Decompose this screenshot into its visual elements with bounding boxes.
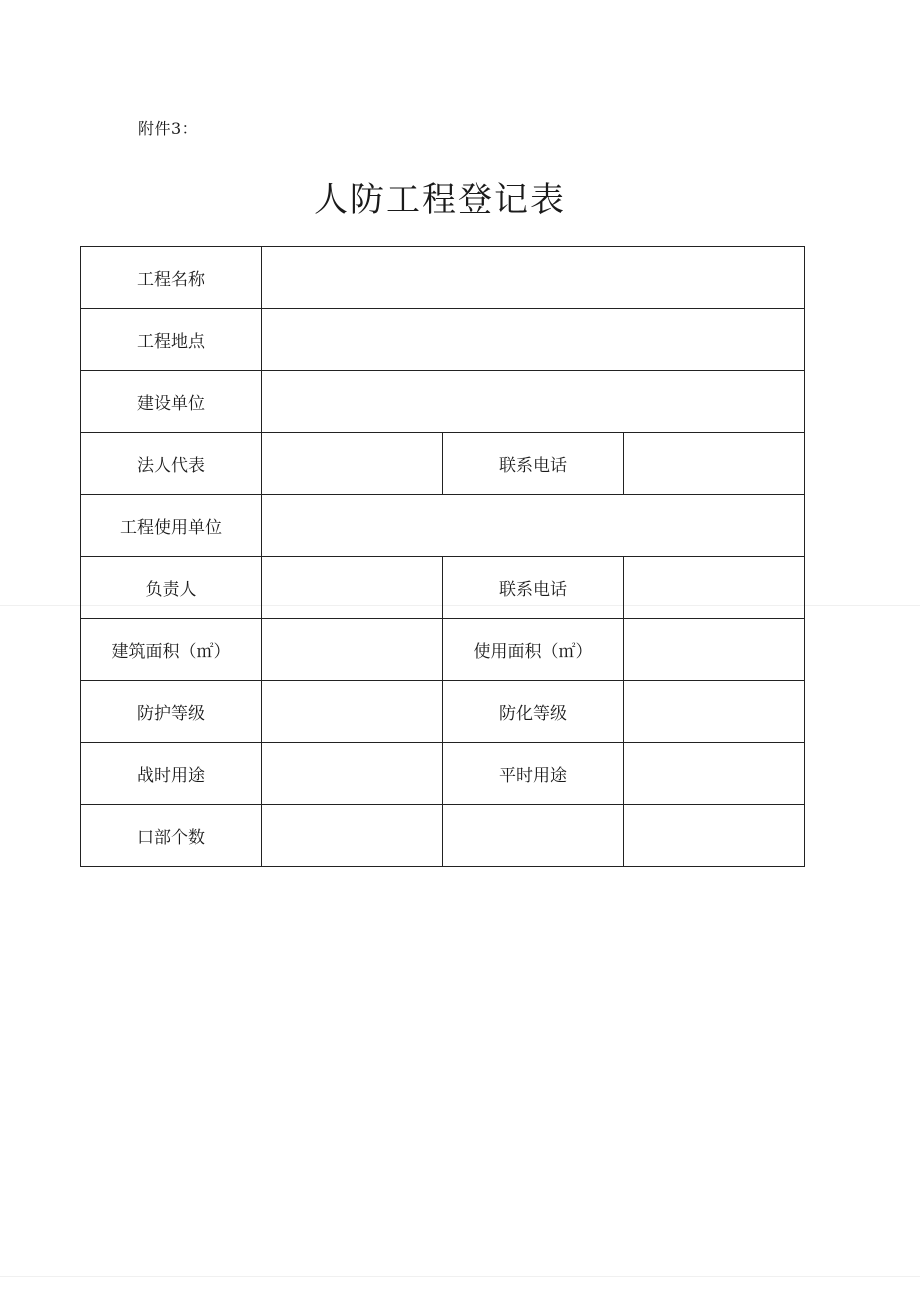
field-label: 工程名称 — [81, 247, 262, 309]
construction-unit-field[interactable] — [262, 371, 805, 433]
field-label: 联系电话 — [443, 433, 624, 495]
field-label: 工程使用单位 — [81, 495, 262, 557]
field-label: 防化等级 — [443, 681, 624, 743]
legal-representative-field[interactable] — [262, 433, 443, 495]
project-location-field[interactable] — [262, 309, 805, 371]
project-name-field[interactable] — [262, 247, 805, 309]
field-label: 建筑面积（㎡） — [81, 619, 262, 681]
scan-artifact-line — [0, 1276, 920, 1277]
field-label: 平时用途 — [443, 743, 624, 805]
field-label: 建设单位 — [81, 371, 262, 433]
attachment-label: 附件3： — [138, 119, 199, 138]
field-label: 使用面积（㎡） — [443, 619, 624, 681]
wartime-use-field[interactable] — [262, 743, 443, 805]
field-label: 联系电话 — [443, 557, 624, 619]
chemical-protection-level-field[interactable] — [624, 681, 805, 743]
contact-phone-field[interactable] — [624, 433, 805, 495]
registration-form-table — [80, 246, 805, 867]
table-row — [81, 619, 805, 681]
field-label: 工程地点 — [81, 309, 262, 371]
field-label: 防护等级 — [81, 681, 262, 743]
usable-area-field[interactable] — [624, 619, 805, 681]
table-row — [81, 743, 805, 805]
project-user-unit-field[interactable] — [262, 495, 805, 557]
field-label: 口部个数 — [81, 805, 262, 867]
table-row — [81, 681, 805, 743]
building-area-field[interactable] — [262, 619, 443, 681]
empty-field[interactable] — [624, 805, 805, 867]
empty-field[interactable] — [443, 805, 624, 867]
table-row — [81, 433, 805, 495]
field-label: 法人代表 — [81, 433, 262, 495]
contact-phone-field[interactable] — [624, 557, 805, 619]
protection-level-field[interactable] — [262, 681, 443, 743]
peacetime-use-field[interactable] — [624, 743, 805, 805]
entrance-count-field[interactable] — [262, 805, 443, 867]
table-row — [81, 805, 805, 867]
table-row — [81, 371, 805, 433]
table-row — [81, 557, 805, 619]
table-row — [81, 309, 805, 371]
person-in-charge-field[interactable] — [262, 557, 443, 619]
form-title: 人防工程登记表 — [314, 180, 566, 220]
table-row — [81, 247, 805, 309]
field-label: 战时用途 — [81, 743, 262, 805]
table-row — [81, 495, 805, 557]
field-label: 负责人 — [81, 557, 262, 619]
